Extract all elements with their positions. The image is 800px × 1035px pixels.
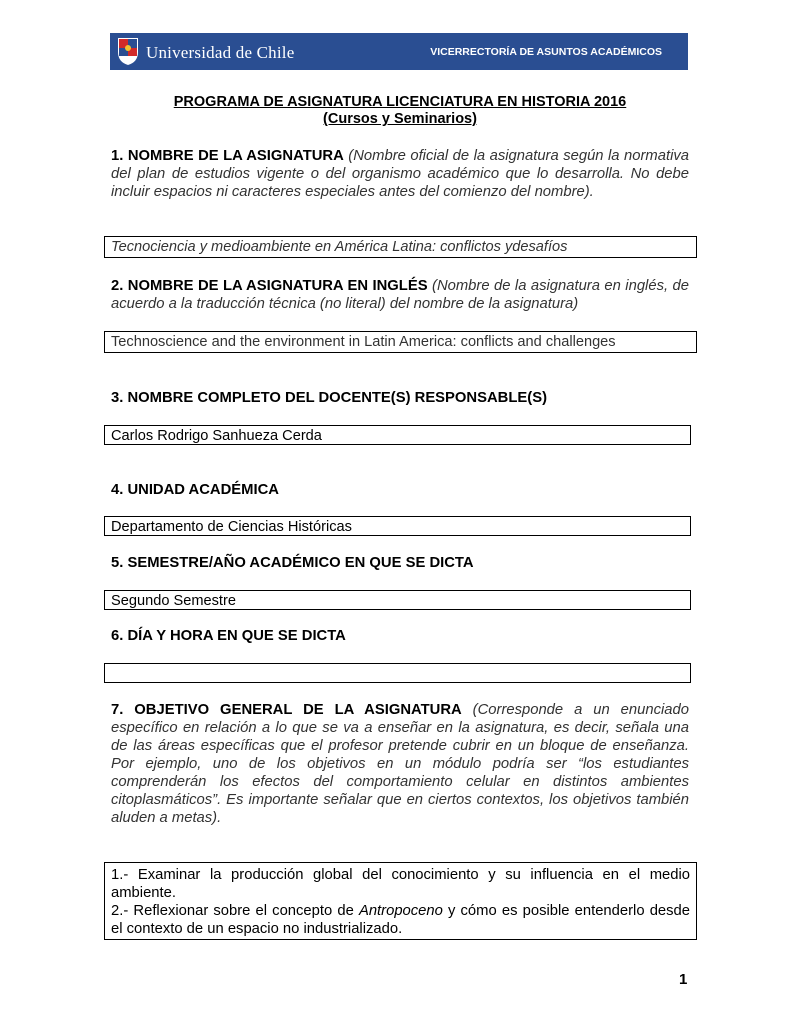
academic-unit-value: Departamento de Ciencias Históricas [111,519,352,535]
academic-unit-field[interactable] [104,516,691,536]
objectives-field[interactable] [104,862,697,940]
section-5-heading: 5. SEMESTRE/AÑO ACADÉMICO EN QUE SE DICTA [111,555,474,571]
section-2-note: (Nombre de la asignatura en inglés, de acuerdo a la traducción técnica (no literal) del nombre de la asignatura) [111,278,689,312]
schedule-field[interactable] [104,663,691,683]
section-7-note: (Corresponde a un enunciado específico en relación a lo que se va a enseñar en la asignatura, es decir, señala una de las áreas específicas que el profesor pretende cubrir en un bloque de enseñanza. Por ejemplo, uno de los objetivos en un módulo podría ser “los estudiantes comprenderán los efectos del comportamiento celular en distintos ambientes citoplasmáticos”. Es importante señalar que en ciertos contextos, los objetivos también aluden a metas). [111,702,689,826]
english-name-field[interactable] [104,331,697,353]
section-1 [111,147,689,201]
title-line-2: (Cursos y Seminarios) [323,111,477,127]
english-name-value: Technoscience and the environment in Latin America: conflicts and challenges [111,334,616,350]
section-3 [111,389,689,407]
course-name-field[interactable] [104,236,697,258]
university-name: Universidad de Chile [146,43,295,62]
header-banner [110,33,688,70]
page-number: 1 [679,971,688,988]
section-1-heading: 1. NOMBRE DE LA ASIGNATURA [111,148,344,164]
title-line-1: PROGRAMA DE ASIGNATURA LICENCIATURA EN HISTORIA 2016 [173,94,627,110]
objective-1: 1.- Examinar la producción global del conocimiento y su influencia en el medio ambiente. [111,867,690,901]
teacher-field[interactable] [104,425,691,445]
section-7 [111,701,689,827]
semester-value: Segundo Semestre [111,593,236,609]
course-name-value: Tecnociencia y medioambiente en América Latina: conflictos ydesafíos [111,239,568,255]
objective-2-before: 2.- Reflexionar sobre el concepto de [111,903,359,919]
objective-2 [111,902,690,938]
section-6 [111,627,689,645]
section-6-heading: 6. DÍA Y HORA EN QUE SE DICTA [111,628,346,644]
section-7-heading: 7. OBJETIVO GENERAL DE LA ASIGNATURA [111,702,462,718]
section-4-heading: 4. UNIDAD ACADÉMICA [111,482,279,498]
page-title [0,94,800,128]
section-3-heading: 3. NOMBRE COMPLETO DEL DOCENTE(S) RESPONSABLE(S) [111,390,547,406]
section-1-note: (Nombre oficial de la asignatura según la normativa del plan de estudios vigente o del organismo académico que lo desarrolla. No debe incluir espacios ni caracteres especiales antes del comienzo del nombre). [111,148,689,200]
objective-2-after: y cómo es posible entenderlo desde el contexto de un espacio no industrializado. [111,903,691,937]
semester-field[interactable] [104,590,691,610]
objective-2-term: Antropoceno [358,903,443,919]
vicerrectoria-label: VICERRECTORÍA DE ASUNTOS ACADÉMICOS [430,46,662,58]
section-2 [111,277,689,313]
teacher-value: Carlos Rodrigo Sanhueza Cerda [111,428,322,444]
university-seal-icon [116,36,140,66]
section-2-heading: 2. NOMBRE DE LA ASIGNATURA EN INGLÉS [111,278,428,294]
section-4 [111,481,689,499]
section-5 [111,554,689,572]
